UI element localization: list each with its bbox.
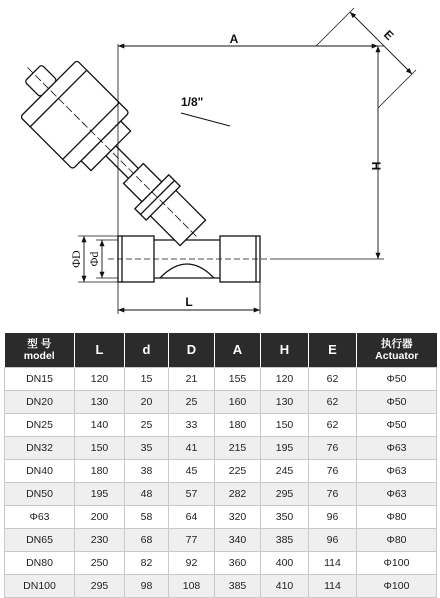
table-cell: 68 (125, 529, 169, 552)
table-cell: 245 (261, 460, 309, 483)
table-cell: 130 (75, 391, 125, 414)
table-cell: Φ63 (357, 437, 437, 460)
dimension-d-label: Φd (87, 251, 101, 267)
table-row (5, 506, 437, 529)
table-row (5, 414, 437, 437)
table-cell: DN32 (5, 437, 75, 460)
table-cell: 82 (125, 552, 169, 575)
table-cell: 92 (169, 552, 215, 575)
header-actuator: 执行器 Actuator (357, 333, 437, 368)
table-cell: 340 (215, 529, 261, 552)
header-L: L (75, 333, 125, 368)
table-cell: 360 (215, 552, 261, 575)
table-cell: 96 (309, 506, 357, 529)
table-cell: 33 (169, 414, 215, 437)
table-cell: 180 (75, 460, 125, 483)
table-cell: 20 (125, 391, 169, 414)
table-cell: 76 (309, 460, 357, 483)
table-cell: 114 (309, 575, 357, 598)
table-cell: 15 (125, 368, 169, 391)
table-row (5, 552, 437, 575)
table-cell: 130 (261, 391, 309, 414)
table-cell: Φ50 (357, 414, 437, 437)
table-cell: 180 (215, 414, 261, 437)
table-cell: 114 (309, 552, 357, 575)
table-cell: 200 (75, 506, 125, 529)
table-cell: Φ63 (357, 483, 437, 506)
table-row (5, 460, 437, 483)
table-cell: 250 (75, 552, 125, 575)
dimension-A-label: A (229, 32, 239, 46)
table-cell: DN40 (5, 460, 75, 483)
table-row (5, 391, 437, 414)
header-model: 型 号 model (5, 333, 75, 368)
table-cell: 120 (261, 368, 309, 391)
dimension-D-label: ΦD (69, 250, 83, 268)
table-cell: DN65 (5, 529, 75, 552)
table-cell: 25 (125, 414, 169, 437)
table-cell: 41 (169, 437, 215, 460)
table-cell: 195 (261, 437, 309, 460)
table-cell: 282 (215, 483, 261, 506)
table-cell: DN50 (5, 483, 75, 506)
table-row (5, 575, 437, 598)
header-d: d (125, 333, 169, 368)
table-cell: 35 (125, 437, 169, 460)
header-H: H (261, 333, 309, 368)
table-cell: Φ50 (357, 368, 437, 391)
table-cell: Φ80 (357, 506, 437, 529)
table-cell: 57 (169, 483, 215, 506)
table-cell: 215 (215, 437, 261, 460)
table-cell: 62 (309, 391, 357, 414)
table-cell: 385 (261, 529, 309, 552)
table-cell: DN80 (5, 552, 75, 575)
table-cell: 295 (75, 575, 125, 598)
table-cell: 62 (309, 368, 357, 391)
table-cell: DN25 (5, 414, 75, 437)
header-E: E (309, 333, 357, 368)
table-cell: 96 (309, 529, 357, 552)
table-cell: 385 (215, 575, 261, 598)
table-cell: 98 (125, 575, 169, 598)
specification-table (4, 333, 437, 598)
table-cell: 350 (261, 506, 309, 529)
table-cell: 195 (75, 483, 125, 506)
table-cell: 295 (261, 483, 309, 506)
table-cell: DN15 (5, 368, 75, 391)
table-cell: 230 (75, 529, 125, 552)
table-row (5, 437, 437, 460)
table-cell: 48 (125, 483, 169, 506)
table-cell: Φ50 (357, 391, 437, 414)
table-cell: Φ100 (357, 552, 437, 575)
table-cell: 76 (309, 437, 357, 460)
table-cell: Φ100 (357, 575, 437, 598)
table-cell: 160 (215, 391, 261, 414)
table-cell: Φ63 (357, 460, 437, 483)
table-cell: 155 (215, 368, 261, 391)
dimension-E-label: E (381, 27, 397, 43)
actuator-assembly (0, 39, 225, 265)
table-cell: Φ63 (5, 506, 75, 529)
valve-body (108, 236, 270, 282)
table-cell: 320 (215, 506, 261, 529)
table-cell: 120 (75, 368, 125, 391)
table-cell: 64 (169, 506, 215, 529)
table-row (5, 368, 437, 391)
table-cell: Φ80 (357, 529, 437, 552)
table-row (5, 529, 437, 552)
table-cell: 62 (309, 414, 357, 437)
port-size-label: 1/8" (181, 95, 204, 109)
table-cell: 150 (261, 414, 309, 437)
table-cell: 25 (169, 391, 215, 414)
table-cell: DN20 (5, 391, 75, 414)
table-cell: 410 (261, 575, 309, 598)
dimension-L-label: L (185, 295, 193, 309)
table-header-row (5, 333, 437, 368)
table-cell: 225 (215, 460, 261, 483)
header-D: D (169, 333, 215, 368)
table-cell: 21 (169, 368, 215, 391)
table-cell: 38 (125, 460, 169, 483)
dimension-H-label: H (369, 161, 383, 171)
table-cell: 400 (261, 552, 309, 575)
table-cell: 140 (75, 414, 125, 437)
header-A: A (215, 333, 261, 368)
table-cell: 45 (169, 460, 215, 483)
table-cell: DN100 (5, 575, 75, 598)
table-cell: 76 (309, 483, 357, 506)
table-cell: 108 (169, 575, 215, 598)
table-row (5, 483, 437, 506)
table-cell: 58 (125, 506, 169, 529)
table-cell: 77 (169, 529, 215, 552)
table-cell: 150 (75, 437, 125, 460)
